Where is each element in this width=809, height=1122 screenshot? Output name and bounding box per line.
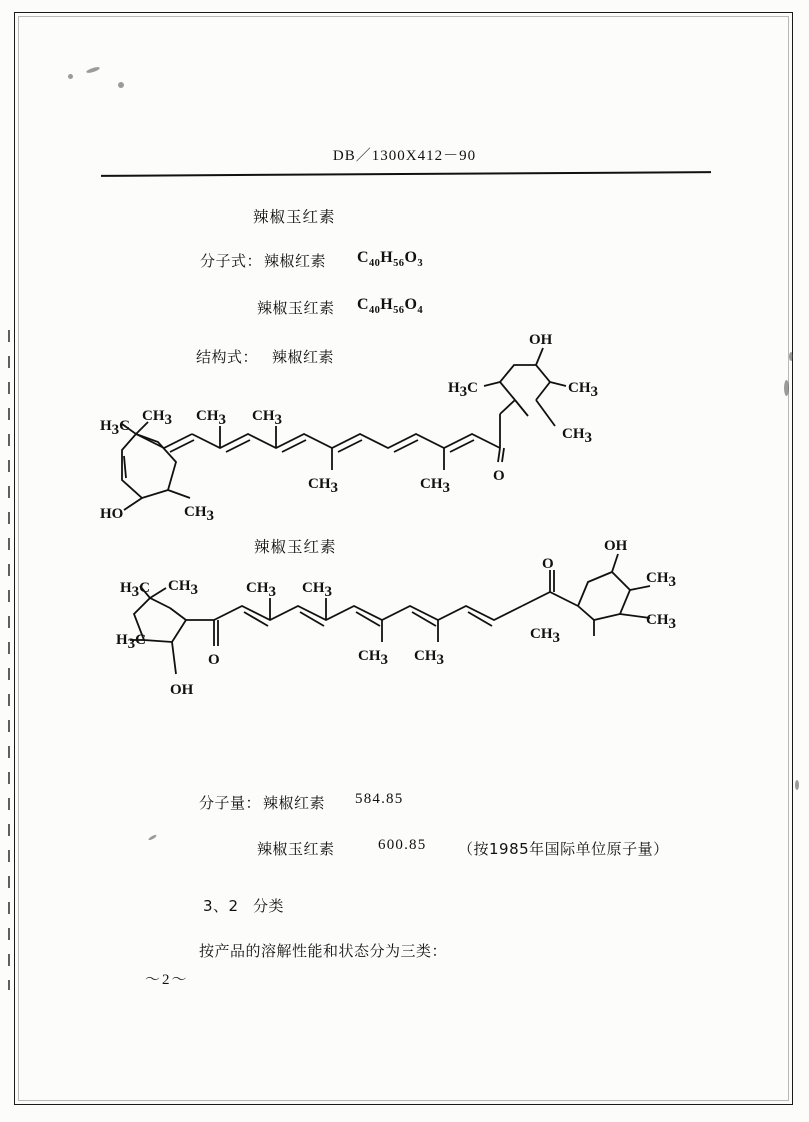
label-ch3: CH3 (142, 408, 172, 428)
molecular-weight-value-2: 600.85 (378, 837, 427, 853)
page-number: ～2～ (145, 972, 189, 988)
label-oh: OH (170, 682, 194, 698)
label-oh: OH (529, 332, 553, 348)
label-h3c: H3C (100, 418, 131, 438)
label-ch3: CH3 (302, 580, 332, 600)
scan-speck (795, 780, 799, 790)
page-frame-inner (18, 16, 789, 1101)
section-number: 3、2 (203, 897, 239, 915)
label-ch3: CH3 (568, 380, 598, 400)
document-header-code: DB／1300X412－90 (332, 148, 477, 164)
label-ch3: CH3 (414, 648, 444, 668)
molecular-formula-label: 分子式： (200, 252, 263, 270)
label-ch3: CH3 (308, 476, 338, 496)
molecular-weight-name-1: 辣椒红素 (263, 794, 326, 812)
label-oh: OH (604, 538, 628, 554)
chemical-structure-capsanthin (100, 330, 720, 555)
structural-formula-label: 结构式： (196, 348, 259, 366)
label-ch3: CH3 (358, 648, 388, 668)
label-ch3: CH3 (420, 476, 450, 496)
label-ch3: CH3 (646, 612, 676, 632)
label-h3c: H3C (116, 632, 147, 652)
label-h3c: H3C (120, 580, 151, 600)
label-ch3: CH3 (246, 580, 276, 600)
scan-speck (789, 352, 793, 361)
page-title: 辣椒玉红素 (253, 208, 336, 226)
label-ho: HO (100, 506, 124, 522)
label-h3c: H3C (448, 380, 479, 400)
label-ch3: CH3 (184, 504, 214, 524)
scan-speck (68, 74, 73, 79)
label-ch3: CH3 (196, 408, 226, 428)
structural-formula-name-1: 辣椒红素 (272, 348, 335, 366)
section-heading: 分类 (253, 897, 285, 915)
molecular-weight-label: 分子量： (199, 794, 262, 812)
molecular-formula-value-1: $C_{40}H_{56}O_3$ (357, 249, 423, 270)
molecular-weight-name-2: 辣椒玉红素 (257, 840, 335, 858)
label-o: O (542, 556, 554, 572)
label-ch3: CH3 (646, 570, 676, 590)
binding-dashes (8, 330, 10, 990)
molecular-formula-name-2: 辣椒玉红素 (257, 299, 335, 317)
label-ch3: CH3 (530, 626, 560, 646)
label-ch3: CH3 (252, 408, 282, 428)
molecular-formula-value-2: $C_{40}H_{56}O_4$ (357, 296, 423, 317)
structural-formula-name-2: 辣椒玉红素 (254, 538, 337, 556)
label-ch3: CH3 (562, 426, 592, 446)
scan-speck (118, 82, 124, 88)
label-o: O (208, 652, 220, 668)
label-ch3: CH3 (168, 578, 198, 598)
molecular-weight-note: （按1985年国际单位原子量） (458, 840, 669, 858)
scan-speck (784, 380, 789, 396)
molecular-weight-value-1: 584.85 (355, 791, 404, 807)
section-body: 按产品的溶解性能和状态分为三类： (199, 942, 448, 960)
label-o: O (493, 468, 505, 484)
molecular-formula-name-1: 辣椒红素 (264, 252, 327, 270)
